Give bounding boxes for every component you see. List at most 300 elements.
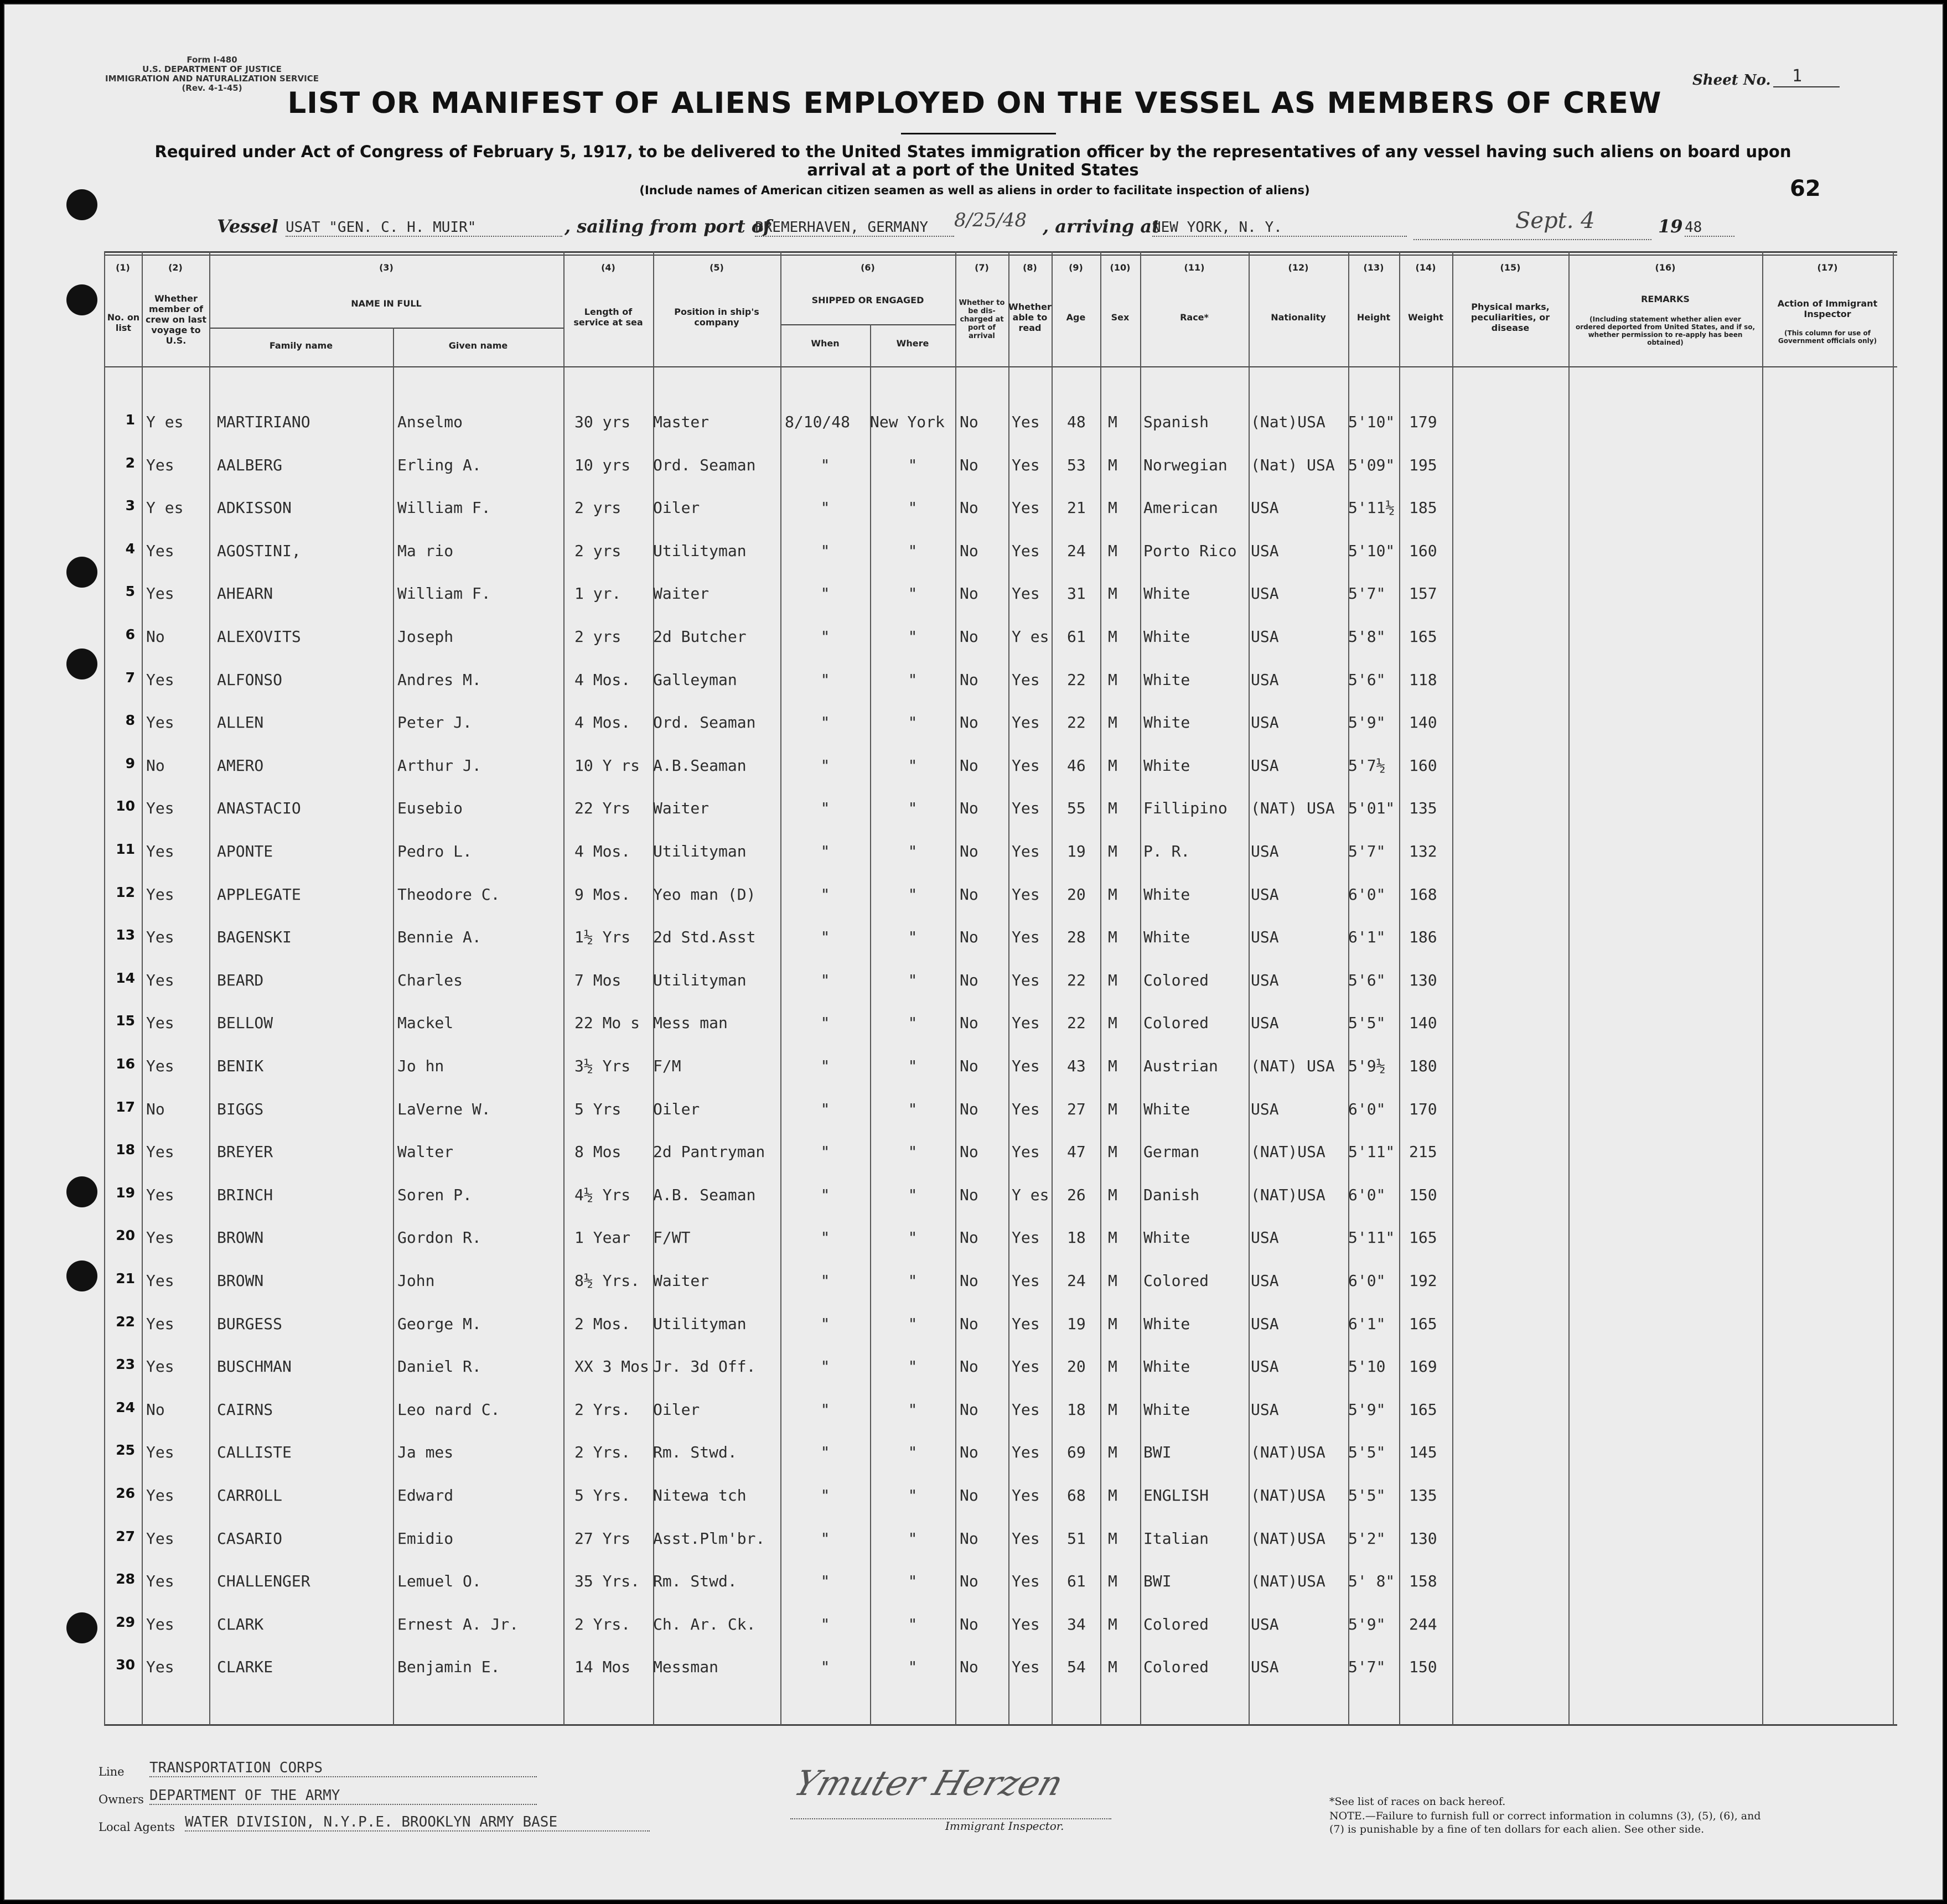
- cell-weight: 160: [1409, 756, 1437, 775]
- cell-given-name: Ernest A. Jr.: [397, 1615, 519, 1633]
- cell-given-name: Bennie A.: [397, 928, 481, 946]
- cell-race: P. R.: [1143, 842, 1190, 860]
- cell-able-to-read: Y es: [1012, 1186, 1049, 1204]
- cell-prev-voyage: Yes: [146, 1572, 174, 1590]
- cell-prev-voyage: Yes: [146, 671, 174, 689]
- cell-sex: M: [1108, 1315, 1117, 1333]
- cell-prev-voyage: Yes: [146, 842, 174, 860]
- cell-shipped-when: ": [820, 1615, 830, 1633]
- col-number: (15): [1500, 262, 1521, 273]
- cell-able-to-read: Yes: [1012, 671, 1040, 689]
- cell-race: White: [1143, 928, 1190, 946]
- cell-able-to-read: Yes: [1012, 713, 1040, 731]
- cell-race: Spanish: [1143, 413, 1209, 431]
- cell-height: 5'9½: [1348, 1057, 1386, 1075]
- cell-shipped-where: ": [908, 1572, 918, 1590]
- cell-age: 22: [1067, 713, 1086, 731]
- cell-nationality: USA: [1251, 1272, 1279, 1290]
- cell-weight: 180: [1409, 1057, 1437, 1075]
- cell-position: Rm. Stwd.: [653, 1443, 737, 1461]
- cell-shipped-where: ": [908, 842, 918, 860]
- cell-weight: 244: [1409, 1615, 1437, 1633]
- header-sex: Sex: [1111, 312, 1130, 323]
- form-service: IMMIGRATION AND NATURALIZATION SERVICE: [105, 74, 319, 84]
- cell-length-service: 14 Mos: [574, 1658, 631, 1676]
- cell-given-name: William F.: [397, 584, 491, 603]
- cell-length-service: 1 Year: [574, 1228, 631, 1247]
- cell-age: 34: [1067, 1615, 1086, 1633]
- cell-race: Danish: [1143, 1186, 1200, 1204]
- cell-discharged: No: [960, 885, 978, 904]
- cell-shipped-where: New York: [870, 413, 945, 431]
- col-number: (12): [1288, 262, 1309, 273]
- cell-prev-voyage: Y es: [146, 499, 184, 517]
- cell-length-service: 9 Mos.: [574, 885, 631, 904]
- cell-prev-voyage: Y es: [146, 413, 184, 431]
- cell-position: Utilityman: [653, 971, 747, 989]
- cell-given-name: Walter: [397, 1143, 454, 1161]
- cell-shipped-where: ": [908, 1315, 918, 1333]
- col-rule: [1008, 251, 1009, 1725]
- cell-shipped-where: ": [908, 885, 918, 904]
- cell-given-name: John: [397, 1272, 435, 1290]
- cell-shipped-when: ": [820, 1400, 830, 1419]
- header-when: When: [811, 338, 840, 349]
- line-label: Line: [99, 1765, 125, 1778]
- col-number: (6): [861, 262, 875, 273]
- cell-shipped-where: ": [908, 1057, 918, 1075]
- cell-race: White: [1143, 1100, 1190, 1118]
- cell-able-to-read: Yes: [1012, 1572, 1040, 1590]
- cell-age: 20: [1067, 1357, 1086, 1376]
- cell-shipped-when: ": [820, 842, 830, 860]
- col-number: (16): [1655, 262, 1676, 273]
- cell-height: 5'7": [1348, 1658, 1386, 1676]
- cell-length-service: 27 Yrs: [574, 1529, 631, 1548]
- cell-discharged: No: [960, 627, 978, 646]
- cell-shipped-where: ": [908, 1186, 918, 1204]
- row-number: 30: [116, 1657, 135, 1673]
- cell-shipped-when: ": [820, 756, 830, 775]
- cell-position: F/WT: [653, 1228, 691, 1247]
- cell-race: White: [1143, 713, 1190, 731]
- owners-label: Owners: [99, 1793, 144, 1806]
- header-remarks-note: (Including statement whether alien ever ordered deported from United States, and if so, whether permission to re-apply has been obtained): [1575, 315, 1756, 346]
- cell-sex: M: [1108, 1143, 1117, 1161]
- cell-height: 5'11": [1348, 1143, 1395, 1161]
- cell-prev-voyage: Yes: [146, 1443, 174, 1461]
- cell-shipped-where: ": [908, 713, 918, 731]
- cell-age: 18: [1067, 1400, 1086, 1419]
- cell-discharged: No: [960, 1272, 978, 1290]
- cell-race: White: [1143, 627, 1190, 646]
- row-number: 21: [116, 1270, 135, 1286]
- cell-family-name: BIGGS: [217, 1100, 264, 1118]
- cell-sex: M: [1108, 1357, 1117, 1376]
- cell-position: Jr. 3d Off.: [653, 1357, 756, 1376]
- row-number: 7: [125, 670, 135, 686]
- cell-discharged: No: [960, 1443, 978, 1461]
- cell-nationality: USA: [1251, 1400, 1279, 1419]
- row-number: 28: [116, 1571, 135, 1587]
- cell-age: 20: [1067, 885, 1086, 904]
- cell-given-name: Benjamin E.: [397, 1658, 500, 1676]
- cell-shipped-where: ": [908, 1486, 918, 1504]
- cell-sex: M: [1108, 1615, 1117, 1633]
- cell-length-service: 5 Yrs: [574, 1100, 622, 1118]
- cell-position: Utilityman: [653, 542, 747, 560]
- cell-given-name: William F.: [397, 499, 491, 517]
- shipped-subhead-rule: [780, 324, 955, 325]
- agents-value: WATER DIVISION, N.Y.P.E. BROOKLYN ARMY BASE: [185, 1814, 650, 1832]
- cell-shipped-where: ": [908, 671, 918, 689]
- cell-prev-voyage: Yes: [146, 1486, 174, 1504]
- cell-prev-voyage: Yes: [146, 1272, 174, 1290]
- cell-shipped-where: ": [908, 456, 918, 474]
- cell-height: 6'1": [1348, 1315, 1386, 1333]
- cell-length-service: 2 Yrs.: [574, 1443, 631, 1461]
- header-shipped-engaged: SHIPPED OR ENGAGED: [811, 294, 924, 305]
- cell-length-service: 22 Mo s: [574, 1014, 640, 1032]
- cell-weight: 186: [1409, 928, 1437, 946]
- cell-age: 54: [1067, 1658, 1086, 1676]
- header-where: Where: [896, 338, 929, 349]
- cell-prev-voyage: Yes: [146, 928, 174, 946]
- cell-nationality: (NAT)USA: [1251, 1529, 1325, 1548]
- cell-position: A.B.Seaman: [653, 756, 747, 775]
- cell-height: 5'9": [1348, 1615, 1386, 1633]
- cell-position: 2d Butcher: [653, 627, 747, 646]
- manifest-table: [4, 4, 1944, 1901]
- cell-able-to-read: Yes: [1012, 1014, 1040, 1032]
- cell-age: 22: [1067, 671, 1086, 689]
- cell-able-to-read: Yes: [1012, 1143, 1040, 1161]
- cell-discharged: No: [960, 1100, 978, 1118]
- cell-race: BWI: [1143, 1443, 1172, 1461]
- cell-shipped-when: ": [820, 671, 830, 689]
- row-number: 5: [125, 583, 135, 599]
- cell-length-service: 4½ Yrs: [574, 1186, 631, 1204]
- cell-height: 5'10": [1348, 542, 1395, 560]
- row-number: 1: [125, 412, 135, 428]
- row-number: 18: [116, 1142, 135, 1158]
- cell-position: Waiter: [653, 799, 710, 817]
- cell-weight: 150: [1409, 1658, 1437, 1676]
- cell-family-name: CAIRNS: [217, 1400, 273, 1419]
- cell-length-service: XX 3 Mos: [574, 1357, 649, 1376]
- cell-prev-voyage: Yes: [146, 713, 174, 731]
- row-number: 12: [116, 884, 135, 900]
- cell-given-name: LaVerne W.: [397, 1100, 491, 1118]
- cell-shipped-where: ": [908, 627, 918, 646]
- cell-shipped-when: ": [820, 713, 830, 731]
- cell-able-to-read: Yes: [1012, 799, 1040, 817]
- cell-age: 27: [1067, 1100, 1086, 1118]
- cell-nationality: USA: [1251, 1228, 1279, 1247]
- cell-position: Ch. Ar. Ck.: [653, 1615, 756, 1633]
- cell-family-name: BRINCH: [217, 1186, 273, 1204]
- cell-age: 24: [1067, 542, 1086, 560]
- cell-weight: 165: [1409, 1400, 1437, 1419]
- cell-family-name: CLARKE: [217, 1658, 273, 1676]
- cell-able-to-read: Yes: [1012, 928, 1040, 946]
- header-action-note: (This column for use of Government officials only): [1778, 329, 1877, 345]
- cell-discharged: No: [960, 842, 978, 860]
- cell-length-service: 30 yrs: [574, 413, 631, 431]
- cell-discharged: No: [960, 1658, 978, 1676]
- cell-sex: M: [1108, 713, 1117, 731]
- cell-race: ENGLISH: [1143, 1486, 1209, 1504]
- cell-race: Fillipino: [1143, 799, 1228, 817]
- cell-weight: 140: [1409, 1014, 1437, 1032]
- cell-prev-voyage: Yes: [146, 799, 174, 817]
- cell-position: Oiler: [653, 1100, 700, 1118]
- cell-length-service: 2 yrs: [574, 627, 622, 646]
- cell-shipped-where: ": [908, 971, 918, 989]
- col-rule: [563, 251, 565, 1725]
- cell-family-name: AMERO: [217, 756, 264, 775]
- row-number: 4: [125, 541, 135, 557]
- cell-family-name: CARROLL: [217, 1486, 283, 1504]
- cell-height: 5'6": [1348, 971, 1386, 989]
- col-number: (3): [379, 262, 393, 273]
- agents-label: Local Agents: [99, 1820, 175, 1834]
- col-number: (8): [1023, 262, 1037, 273]
- cell-shipped-when: ": [820, 1486, 830, 1504]
- col-number: (13): [1363, 262, 1384, 273]
- cell-nationality: (NAT)USA: [1251, 1143, 1325, 1161]
- cell-sex: M: [1108, 1014, 1117, 1032]
- cell-height: 5'7": [1348, 584, 1386, 603]
- cell-shipped-when: ": [820, 584, 830, 603]
- cell-race: White: [1143, 1315, 1190, 1333]
- sheet-number-value: 1: [1792, 66, 1803, 86]
- row-number: 17: [116, 1099, 135, 1115]
- cell-given-name: Ma rio: [397, 542, 454, 560]
- cell-shipped-where: ": [908, 1529, 918, 1548]
- col-rule: [1249, 251, 1250, 1725]
- cell-sex: M: [1108, 1400, 1117, 1419]
- form-revision: (Rev. 4-1-45): [182, 83, 242, 93]
- cell-position: Utilityman: [653, 1315, 747, 1333]
- cell-race: American: [1143, 499, 1218, 517]
- cell-sex: M: [1108, 1443, 1117, 1461]
- cell-nationality: USA: [1251, 499, 1279, 517]
- cell-weight: 118: [1409, 671, 1437, 689]
- cell-family-name: BURGESS: [217, 1315, 283, 1333]
- cell-given-name: Edward: [397, 1486, 454, 1504]
- cell-shipped-when: ": [820, 1143, 830, 1161]
- cell-able-to-read: Yes: [1012, 1486, 1040, 1504]
- row-number: 22: [116, 1314, 135, 1330]
- cell-length-service: 3½ Yrs: [574, 1057, 631, 1075]
- cell-position: Asst.Plm'br.: [653, 1529, 765, 1548]
- cell-family-name: BELLOW: [217, 1014, 273, 1032]
- cell-weight: 140: [1409, 713, 1437, 731]
- col-rule: [955, 251, 956, 1725]
- vessel-label: Vessel: [217, 216, 278, 237]
- cell-family-name: ALEXOVITS: [217, 627, 301, 646]
- cell-discharged: No: [960, 1400, 978, 1419]
- header-family-name: Family name: [269, 340, 333, 351]
- header-given-name: Given name: [448, 340, 508, 351]
- cell-race: Colored: [1143, 1014, 1209, 1032]
- cell-position: Yeo man (D): [653, 885, 756, 904]
- cell-age: 43: [1067, 1057, 1086, 1075]
- table-top-rule: [104, 251, 1897, 253]
- cell-weight: 169: [1409, 1357, 1437, 1376]
- cell-shipped-where: ": [908, 1658, 918, 1676]
- cell-age: 61: [1067, 627, 1086, 646]
- cell-discharged: No: [960, 799, 978, 817]
- cell-position: Ord. Seaman: [653, 456, 756, 474]
- cell-length-service: 1 yr.: [574, 584, 622, 603]
- cell-discharged: No: [960, 1357, 978, 1376]
- cell-height: 5'5": [1348, 1486, 1386, 1504]
- page-title: LIST OR MANIFEST OF ALIENS EMPLOYED ON THE VESSEL AS MEMBERS OF CREW: [287, 86, 1662, 120]
- cell-discharged: No: [960, 413, 978, 431]
- cell-sex: M: [1108, 542, 1117, 560]
- cell-family-name: MARTIRIANO: [217, 413, 310, 431]
- cell-weight: 170: [1409, 1100, 1437, 1118]
- cell-able-to-read: Yes: [1012, 1357, 1040, 1376]
- cell-age: 68: [1067, 1486, 1086, 1504]
- cell-discharged: No: [960, 1014, 978, 1032]
- row-number: 16: [116, 1056, 135, 1072]
- cell-length-service: 10 Y rs: [574, 756, 640, 775]
- owners-value: DEPARTMENT OF THE ARMY: [149, 1787, 537, 1805]
- row-number: 15: [116, 1013, 135, 1029]
- cell-race: Colored: [1143, 1272, 1209, 1290]
- table-top-rule-2: [104, 255, 1897, 256]
- cell-height: 6'0": [1348, 885, 1386, 904]
- cell-age: 22: [1067, 1014, 1086, 1032]
- col-rule: [393, 328, 394, 1725]
- cell-shipped-when: ": [820, 1057, 830, 1075]
- cell-nationality: USA: [1251, 885, 1279, 904]
- cell-shipped-when: ": [820, 971, 830, 989]
- cell-height: 5' 8": [1348, 1572, 1395, 1590]
- row-number: 9: [125, 755, 135, 771]
- cell-shipped-where: ": [908, 1014, 918, 1032]
- col-rule: [1452, 251, 1453, 1725]
- cell-position: F/M: [653, 1057, 681, 1075]
- cell-shipped-where: ": [908, 1143, 918, 1161]
- cell-age: 46: [1067, 756, 1086, 775]
- manifest-sheet: [3, 3, 1944, 1901]
- cell-shipped-when: ": [820, 627, 830, 646]
- cell-given-name: George M.: [397, 1315, 481, 1333]
- cell-given-name: Ja mes: [397, 1443, 454, 1461]
- row-number: 24: [116, 1399, 135, 1415]
- cell-nationality: USA: [1251, 1315, 1279, 1333]
- cell-given-name: Erling A.: [397, 456, 481, 474]
- col-rule: [1140, 251, 1141, 1725]
- cell-sex: M: [1108, 1228, 1117, 1247]
- cell-height: 5'11½: [1348, 499, 1395, 517]
- cell-prev-voyage: No: [146, 627, 165, 646]
- cell-position: Waiter: [653, 584, 710, 603]
- cell-sex: M: [1108, 1486, 1117, 1504]
- cell-nationality: USA: [1251, 842, 1279, 860]
- cell-race: White: [1143, 584, 1190, 603]
- cell-nationality: (NAT)USA: [1251, 1186, 1325, 1204]
- cell-able-to-read: Yes: [1012, 1400, 1040, 1419]
- cell-given-name: Theodore C.: [397, 885, 500, 904]
- cell-sex: M: [1108, 499, 1117, 517]
- cell-shipped-where: ": [908, 1615, 918, 1633]
- cell-sex: M: [1108, 1057, 1117, 1075]
- cell-family-name: ANASTACIO: [217, 799, 301, 817]
- cell-weight: 130: [1409, 1529, 1437, 1548]
- cell-height: 5'5": [1348, 1014, 1386, 1032]
- cell-sex: M: [1108, 842, 1117, 860]
- cell-able-to-read: Yes: [1012, 456, 1040, 474]
- line-value: TRANSPORTATION CORPS: [149, 1760, 537, 1777]
- cell-length-service: 7 Mos: [574, 971, 622, 989]
- cell-discharged: No: [960, 671, 978, 689]
- cell-age: 19: [1067, 842, 1086, 860]
- col-rule: [1399, 251, 1400, 1725]
- cell-shipped-when: ": [820, 885, 830, 904]
- cell-weight: 130: [1409, 971, 1437, 989]
- cell-family-name: BROWN: [217, 1272, 264, 1290]
- cell-shipped-when: ": [820, 1443, 830, 1461]
- header-physical-marks: Physical marks, peculiarities, or disease: [1470, 301, 1550, 333]
- cell-family-name: CLARK: [217, 1615, 264, 1633]
- cell-length-service: 2 yrs: [574, 499, 622, 517]
- cell-given-name: Andres M.: [397, 671, 481, 689]
- cell-able-to-read: Yes: [1012, 842, 1040, 860]
- cell-shipped-where: ": [908, 928, 918, 946]
- header-first-voyage: Whether member of crew on last voyage to U.S.: [146, 293, 206, 346]
- cell-position: Master: [653, 413, 710, 431]
- cell-height: 5'8": [1348, 627, 1386, 646]
- cell-prev-voyage: Yes: [146, 1615, 174, 1633]
- cell-able-to-read: Yes: [1012, 1272, 1040, 1290]
- cell-prev-voyage: Yes: [146, 1143, 174, 1161]
- cell-shipped-when: ": [820, 456, 830, 474]
- header-read: Whether able to read: [1008, 301, 1052, 333]
- cell-able-to-read: Yes: [1012, 542, 1040, 560]
- header-position: Position in ship's company: [674, 307, 759, 328]
- cell-able-to-read: Yes: [1012, 885, 1040, 904]
- cell-family-name: BEARD: [217, 971, 264, 989]
- cell-prev-voyage: Yes: [146, 1057, 174, 1075]
- cell-discharged: No: [960, 542, 978, 560]
- cell-shipped-where: ": [908, 1400, 918, 1419]
- cell-family-name: CALLISTE: [217, 1443, 292, 1461]
- penalty-note: NOTE.—Failure to furnish full or correct information in columns (3), (5), (6), and (7) is punishable by a fine of ten dollars for each alien. See other side.: [1329, 1810, 1761, 1835]
- cell-discharged: No: [960, 584, 978, 603]
- cell-nationality: USA: [1251, 584, 1279, 603]
- cell-length-service: 4 Mos.: [574, 713, 631, 731]
- cell-length-service: 8 Mos: [574, 1143, 622, 1161]
- cell-position: Utilityman: [653, 842, 747, 860]
- cell-position: Waiter: [653, 1272, 710, 1290]
- inspector-signature: Ymuter Herzen: [789, 1763, 1069, 1803]
- cell-weight: 132: [1409, 842, 1437, 860]
- cell-race: Colored: [1143, 971, 1209, 989]
- cell-age: 53: [1067, 456, 1086, 474]
- cell-position: Mess man: [653, 1014, 728, 1032]
- cell-nationality: USA: [1251, 542, 1279, 560]
- cell-prev-voyage: No: [146, 756, 165, 775]
- cell-sex: M: [1108, 1658, 1117, 1676]
- cell-able-to-read: Yes: [1012, 971, 1040, 989]
- cell-shipped-when: 8/10/48: [785, 413, 851, 431]
- cell-shipped-where: ": [908, 1272, 918, 1290]
